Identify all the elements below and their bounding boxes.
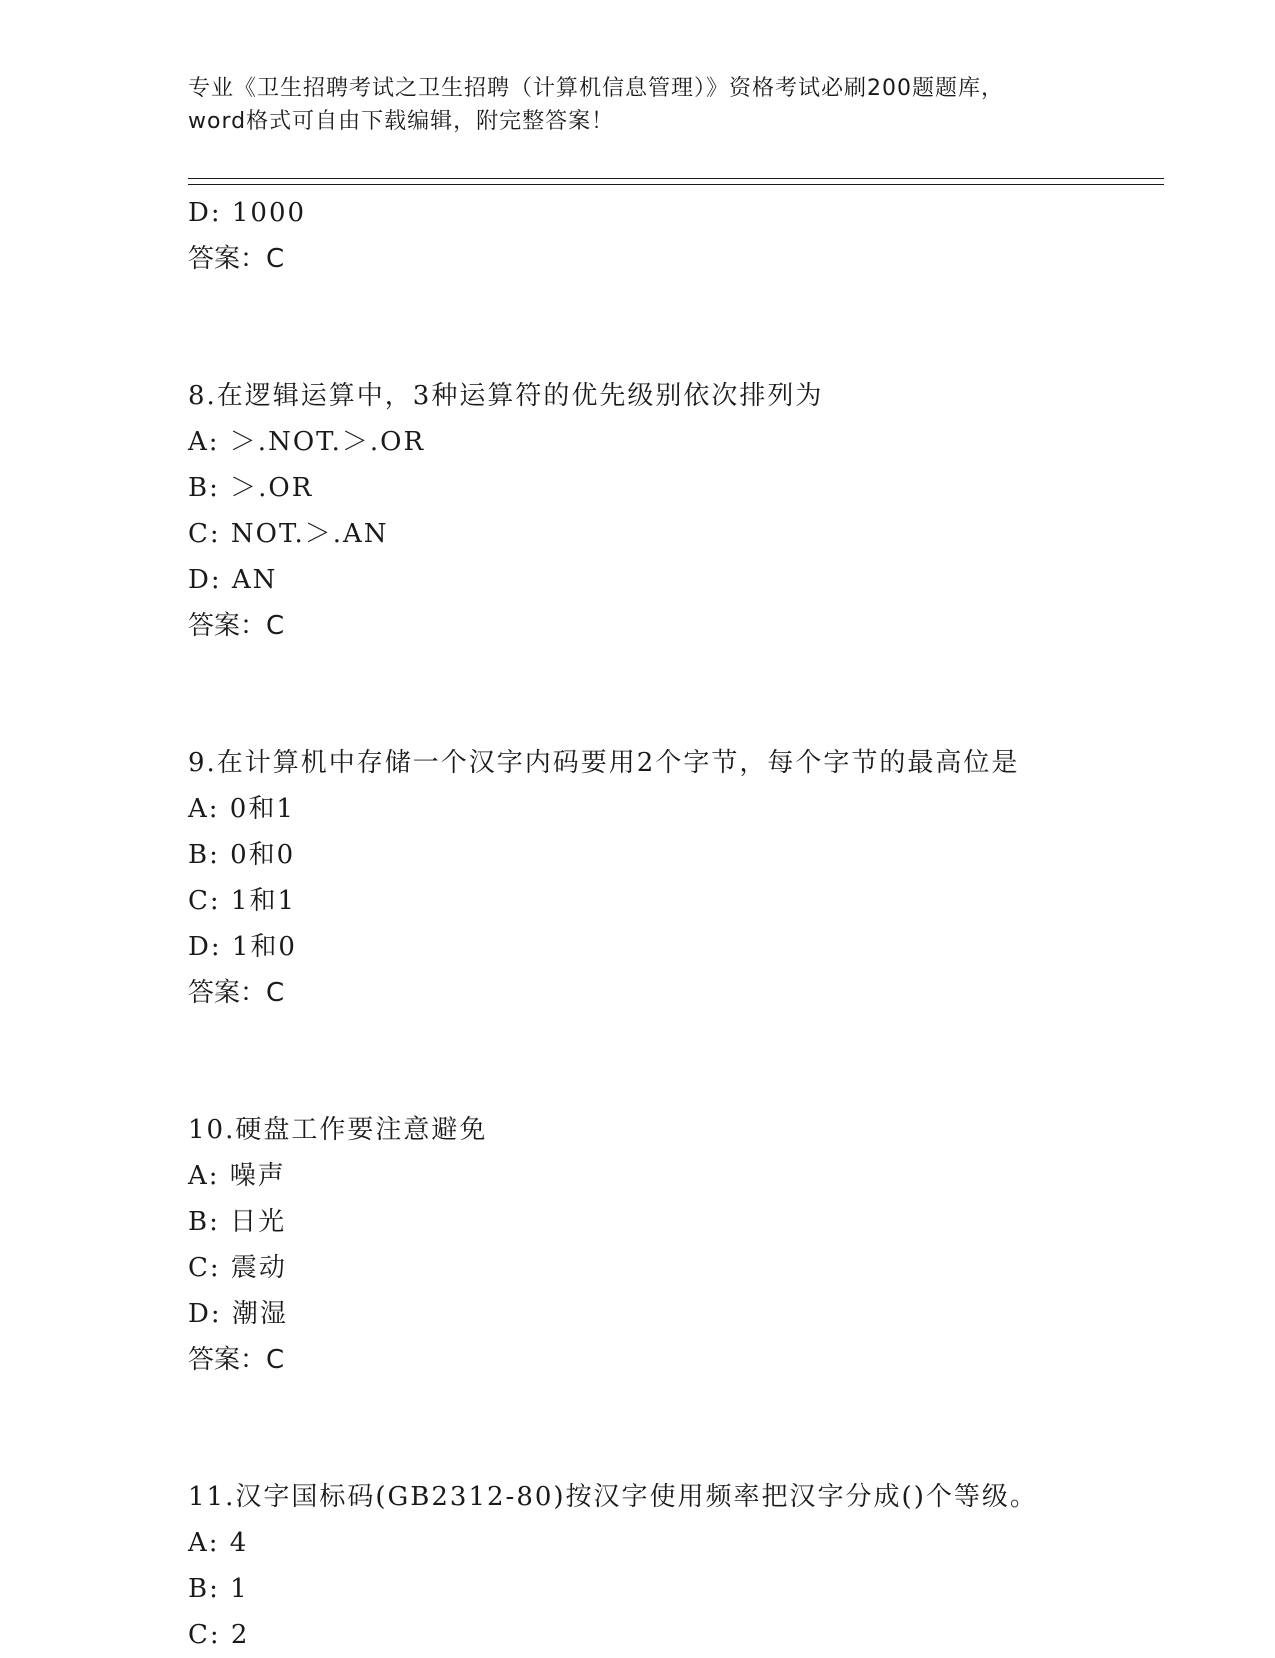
question-8 <box>188 373 1164 649</box>
question-stem: 9.在计算机中存储一个汉字内码要用2个字节，每个字节的最高位是 <box>188 748 1020 778</box>
option-d: D: 1和0 <box>188 932 297 962</box>
option-d: D: AN <box>188 565 278 595</box>
answer-line: 答案：C <box>188 244 285 274</box>
answer-line: 答案：C <box>188 1345 285 1375</box>
header-divider-bottom <box>188 184 1164 185</box>
spacer <box>188 1016 1164 1107</box>
spacer <box>188 1383 1164 1474</box>
question-7-fragment <box>188 190 1164 282</box>
spacer <box>188 282 1164 373</box>
option-a: A: 噪声 <box>188 1161 286 1191</box>
header-divider-top <box>188 178 1164 179</box>
question-list <box>188 190 1164 1658</box>
option-b: B: 日光 <box>188 1207 287 1237</box>
option-c: C: NOT.＞.AN <box>188 519 389 549</box>
answer-line: 答案：C <box>188 978 285 1008</box>
question-9 <box>188 740 1164 1016</box>
question-stem: 11.汉字国标码(GB2312-80)按汉字使用频率把汉字分成()个等级。 <box>188 1482 1038 1512</box>
document-header <box>188 72 1088 138</box>
option-b: B: ＞.OR <box>188 473 314 503</box>
header-title-line-2: word格式可自由下载编辑，附完整答案！ <box>188 109 615 134</box>
option-a: A: 0和1 <box>188 794 295 824</box>
question-10 <box>188 1107 1164 1383</box>
option-c: C: 震动 <box>188 1253 287 1283</box>
question-11 <box>188 1474 1164 1658</box>
spacer <box>188 649 1164 740</box>
option-a: A: 4 <box>188 1528 249 1558</box>
question-stem: 8.在逻辑运算中，3种运算符的优先级别依次排列为 <box>188 381 824 411</box>
header-title-line-1: 专业《卫生招聘考试之卫生招聘（计算机信息管理）》资格考试必刷200题题库， <box>188 76 1004 101</box>
option-a: A: ＞.NOT.＞.OR <box>188 427 426 457</box>
option-b: B: 0和0 <box>188 840 296 870</box>
answer-line: 答案：C <box>188 611 285 641</box>
option-d: D: 潮湿 <box>188 1299 288 1329</box>
option-c: C: 1和1 <box>188 886 297 916</box>
question-stem: 10.硬盘工作要注意避免 <box>188 1115 488 1145</box>
option-b: B: 1 <box>188 1574 249 1604</box>
option-d: D: 1000 <box>188 198 307 228</box>
option-c: C: 2 <box>188 1620 250 1650</box>
